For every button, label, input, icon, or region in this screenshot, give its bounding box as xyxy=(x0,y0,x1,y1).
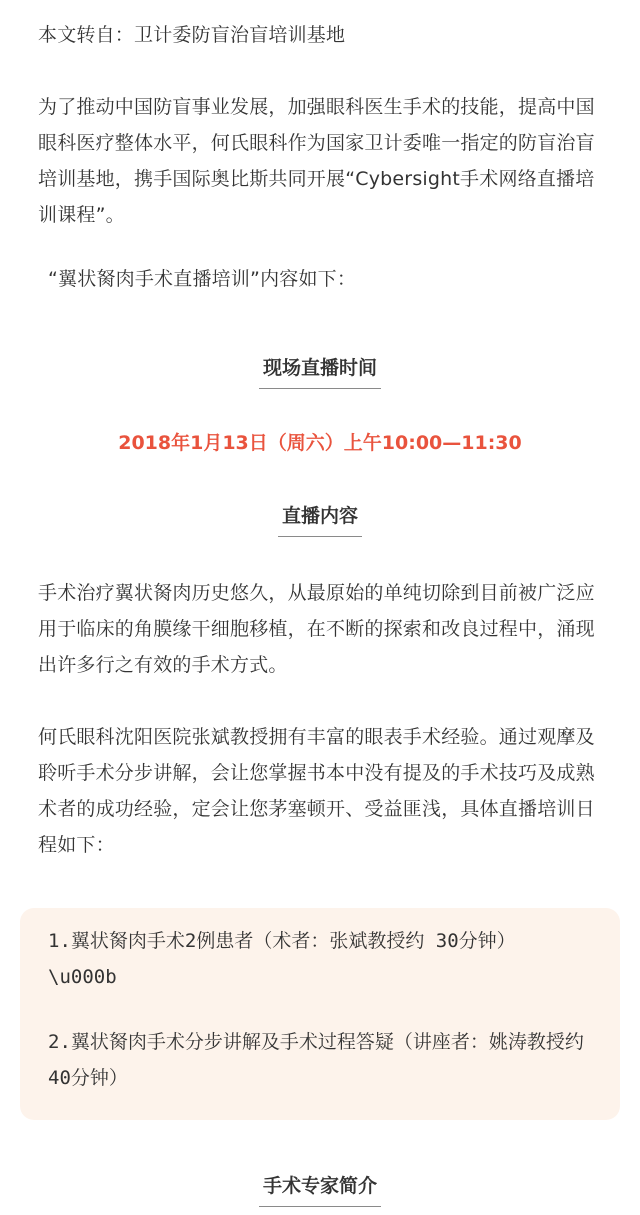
content-intro: “翼状胬肉手术直播培训”内容如下： xyxy=(48,268,357,290)
expert-heading-text: 手术专家简介 xyxy=(259,1172,381,1207)
content-heading xyxy=(0,502,640,537)
live-datetime: 2018年1月13日（周六）上午10:00—11:30 xyxy=(118,432,522,454)
intro-paragraph: 为了推动中国防盲事业发展，加强眼科医生手术的技能，提高中国眼科医疗整体水平，何氏眼科作为国家卫计委唯一指定的防盲治盲培训基地，携手国际奥比斯共同开展“Cybersight手术网络直播培训课程”。 xyxy=(38,96,595,226)
content-paragraph-2: 何氏眼科沈阳医院张斌教授拥有丰富的眼表手术经验。通过观摩及聆听手术分步讲解，会让您掌握书本中没有提及的手术技巧及成熟术者的成功经验，定会让您茅塞顿开、受益匪浅，具体直播培训日程如下： xyxy=(38,726,595,856)
schedule-item-2: 2.翼状胬肉手术分步讲解及手术过程答疑（讲座者：姚涛教授约40分钟） xyxy=(48,1031,584,1089)
live-time-heading-text: 现场直播时间 xyxy=(259,354,381,389)
schedule-item-1-escape: \u000b xyxy=(48,966,117,988)
expert-heading xyxy=(0,1172,640,1207)
live-time-heading xyxy=(0,354,640,389)
content-heading-text: 直播内容 xyxy=(278,502,362,537)
schedule-item-1: 1.翼状胬肉手术2例患者（术者：张斌教授约 30分钟） xyxy=(48,930,516,952)
source-line: 本文转自：卫计委防盲治盲培训基地 xyxy=(38,24,346,46)
content-paragraph-1: 手术治疗翼状胬肉历史悠久，从最原始的单纯切除到目前被广泛应用于临床的角膜缘干细胞移植，在不断的探索和改良过程中，涌现出许多行之有效的手术方式。 xyxy=(38,582,595,676)
schedule-box xyxy=(20,908,620,1120)
